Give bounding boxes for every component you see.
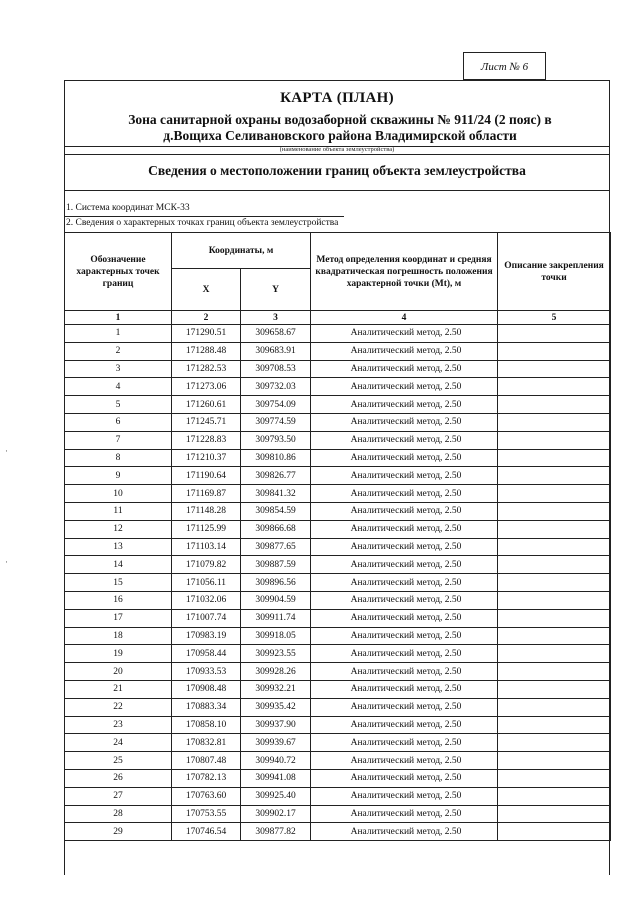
point-number: 8 bbox=[65, 449, 172, 467]
scan-mark: · bbox=[5, 557, 8, 567]
method: Аналитический метод, 2.50 bbox=[311, 787, 498, 805]
table-row bbox=[65, 467, 611, 485]
fixation-description bbox=[498, 716, 611, 734]
fixation-description bbox=[498, 342, 611, 360]
point-number: 3 bbox=[65, 360, 172, 378]
table-row bbox=[65, 663, 611, 681]
coord-x: 171032.06 bbox=[172, 591, 241, 609]
method: Аналитический метод, 2.50 bbox=[311, 431, 498, 449]
method: Аналитический метод, 2.50 bbox=[311, 663, 498, 681]
coord-y: 309877.82 bbox=[241, 823, 311, 841]
coord-x: 170753.55 bbox=[172, 805, 241, 823]
fixation-description bbox=[498, 734, 611, 752]
method: Аналитический метод, 2.50 bbox=[311, 752, 498, 770]
column-number: 2 bbox=[172, 311, 241, 325]
method: Аналитический метод, 2.50 bbox=[311, 627, 498, 645]
coord-y: 309854.59 bbox=[241, 502, 311, 520]
coord-x: 171007.74 bbox=[172, 609, 241, 627]
table-row bbox=[65, 360, 611, 378]
table-row bbox=[65, 325, 611, 343]
coord-x: 170883.34 bbox=[172, 698, 241, 716]
fixation-description bbox=[498, 609, 611, 627]
method: Аналитический метод, 2.50 bbox=[311, 396, 498, 414]
coord-y: 309940.72 bbox=[241, 752, 311, 770]
point-number: 5 bbox=[65, 396, 172, 414]
point-number: 19 bbox=[65, 645, 172, 663]
method: Аналитический метод, 2.50 bbox=[311, 591, 498, 609]
table-row bbox=[65, 520, 611, 538]
column-number: 1 bbox=[65, 311, 172, 325]
method: Аналитический метод, 2.50 bbox=[311, 485, 498, 503]
fixation-description bbox=[498, 502, 611, 520]
table-row bbox=[65, 591, 611, 609]
point-number: 18 bbox=[65, 627, 172, 645]
method: Аналитический метод, 2.50 bbox=[311, 538, 498, 556]
table-row bbox=[65, 396, 611, 414]
method: Аналитический метод, 2.50 bbox=[311, 378, 498, 396]
point-number: 11 bbox=[65, 502, 172, 520]
fixation-description bbox=[498, 467, 611, 485]
point-number: 24 bbox=[65, 734, 172, 752]
method: Аналитический метод, 2.50 bbox=[311, 449, 498, 467]
method: Аналитический метод, 2.50 bbox=[311, 325, 498, 343]
fixation-description bbox=[498, 645, 611, 663]
coord-x: 170807.48 bbox=[172, 752, 241, 770]
coord-y: 309902.17 bbox=[241, 805, 311, 823]
header-coordinates: Координаты, м bbox=[172, 233, 311, 269]
coord-x: 171290.51 bbox=[172, 325, 241, 343]
coord-y: 309918.05 bbox=[241, 627, 311, 645]
table-row bbox=[65, 823, 611, 841]
method: Аналитический метод, 2.50 bbox=[311, 823, 498, 841]
coord-y: 309928.26 bbox=[241, 663, 311, 681]
point-number: 22 bbox=[65, 698, 172, 716]
sheet-number: Лист № 6 bbox=[463, 52, 546, 80]
fixation-description bbox=[498, 556, 611, 574]
coord-y: 309939.67 bbox=[241, 734, 311, 752]
coord-y: 309866.68 bbox=[241, 520, 311, 538]
table-row bbox=[65, 413, 611, 431]
table-row bbox=[65, 680, 611, 698]
header-description: Описание закрепления точки bbox=[498, 233, 611, 311]
column-number: 5 bbox=[498, 311, 611, 325]
coord-x: 171273.06 bbox=[172, 378, 241, 396]
coordinate-system: 1. Система координат МСК-33 bbox=[66, 203, 190, 213]
coord-x: 170933.53 bbox=[172, 663, 241, 681]
coord-y: 309925.40 bbox=[241, 787, 311, 805]
coord-y: 309877.65 bbox=[241, 538, 311, 556]
coord-y: 309896.56 bbox=[241, 574, 311, 592]
method: Аналитический метод, 2.50 bbox=[311, 716, 498, 734]
method: Аналитический метод, 2.50 bbox=[311, 520, 498, 538]
subtitle-line-1: Зона санитарной охраны водозаборной скважины № 911/24 (2 пояс) в bbox=[128, 112, 552, 127]
coord-x: 170782.13 bbox=[172, 769, 241, 787]
method: Аналитический метод, 2.50 bbox=[311, 769, 498, 787]
method: Аналитический метод, 2.50 bbox=[311, 680, 498, 698]
point-number: 20 bbox=[65, 663, 172, 681]
method: Аналитический метод, 2.50 bbox=[311, 360, 498, 378]
coord-y: 309810.86 bbox=[241, 449, 311, 467]
table-row bbox=[65, 431, 611, 449]
coord-y: 309923.55 bbox=[241, 645, 311, 663]
method: Аналитический метод, 2.50 bbox=[311, 342, 498, 360]
fixation-description bbox=[498, 787, 611, 805]
point-number: 21 bbox=[65, 680, 172, 698]
fixation-description bbox=[498, 449, 611, 467]
fixation-description bbox=[498, 431, 611, 449]
table-row bbox=[65, 734, 611, 752]
point-number: 16 bbox=[65, 591, 172, 609]
object-subtitle bbox=[70, 112, 610, 144]
table-row bbox=[65, 538, 611, 556]
point-number: 26 bbox=[65, 769, 172, 787]
method: Аналитический метод, 2.50 bbox=[311, 805, 498, 823]
coord-x: 170858.10 bbox=[172, 716, 241, 734]
fixation-description bbox=[498, 698, 611, 716]
coord-x: 170958.44 bbox=[172, 645, 241, 663]
table-row bbox=[65, 769, 611, 787]
table-row bbox=[65, 378, 611, 396]
point-number: 4 bbox=[65, 378, 172, 396]
fixation-description bbox=[498, 360, 611, 378]
coord-x: 171288.48 bbox=[172, 342, 241, 360]
coord-y: 309904.59 bbox=[241, 591, 311, 609]
method: Аналитический метод, 2.50 bbox=[311, 413, 498, 431]
fixation-description bbox=[498, 413, 611, 431]
table-row bbox=[65, 342, 611, 360]
coord-y: 309941.08 bbox=[241, 769, 311, 787]
fixation-description bbox=[498, 574, 611, 592]
point-number: 6 bbox=[65, 413, 172, 431]
coord-y: 309841.32 bbox=[241, 485, 311, 503]
point-number: 14 bbox=[65, 556, 172, 574]
subtitle-line-2: д.Вощиха Селивановского района Владимирской области bbox=[163, 128, 517, 143]
column-number: 3 bbox=[241, 311, 311, 325]
divider bbox=[64, 154, 610, 155]
method: Аналитический метод, 2.50 bbox=[311, 645, 498, 663]
fixation-description bbox=[498, 520, 611, 538]
point-number: 27 bbox=[65, 787, 172, 805]
method: Аналитический метод, 2.50 bbox=[311, 467, 498, 485]
point-number: 29 bbox=[65, 823, 172, 841]
coord-y: 309793.50 bbox=[241, 431, 311, 449]
table-row bbox=[65, 485, 611, 503]
header-y: Y bbox=[241, 269, 311, 311]
header-x: X bbox=[172, 269, 241, 311]
table-row bbox=[65, 449, 611, 467]
point-number: 9 bbox=[65, 467, 172, 485]
coord-x: 171125.99 bbox=[172, 520, 241, 538]
coord-y: 309932.21 bbox=[241, 680, 311, 698]
fixation-description bbox=[498, 823, 611, 841]
method: Аналитический метод, 2.50 bbox=[311, 502, 498, 520]
fixation-description bbox=[498, 396, 611, 414]
method: Аналитический метод, 2.50 bbox=[311, 698, 498, 716]
column-number: 4 bbox=[311, 311, 498, 325]
table-row bbox=[65, 556, 611, 574]
fixation-description bbox=[498, 805, 611, 823]
coord-y: 309911.74 bbox=[241, 609, 311, 627]
coord-x: 171210.37 bbox=[172, 449, 241, 467]
point-number: 12 bbox=[65, 520, 172, 538]
fixation-description bbox=[498, 663, 611, 681]
coord-y: 309754.09 bbox=[241, 396, 311, 414]
coord-x: 171079.82 bbox=[172, 556, 241, 574]
coord-x: 171228.83 bbox=[172, 431, 241, 449]
coord-y: 309937.90 bbox=[241, 716, 311, 734]
divider bbox=[64, 216, 344, 217]
table-row bbox=[65, 752, 611, 770]
point-number: 23 bbox=[65, 716, 172, 734]
table-row bbox=[65, 502, 611, 520]
point-number: 10 bbox=[65, 485, 172, 503]
table-row bbox=[65, 645, 611, 663]
table-row bbox=[65, 787, 611, 805]
header-point: Обозначение характерных точек границ bbox=[65, 233, 172, 311]
coord-y: 309683.91 bbox=[241, 342, 311, 360]
coord-y: 309732.03 bbox=[241, 378, 311, 396]
point-number: 28 bbox=[65, 805, 172, 823]
point-number: 7 bbox=[65, 431, 172, 449]
coord-x: 171169.87 bbox=[172, 485, 241, 503]
coord-x: 171190.64 bbox=[172, 467, 241, 485]
map-title: КАРТА (ПЛАН) bbox=[280, 90, 394, 106]
coord-x: 171056.11 bbox=[172, 574, 241, 592]
table-row bbox=[65, 716, 611, 734]
method: Аналитический метод, 2.50 bbox=[311, 556, 498, 574]
fixation-description bbox=[498, 769, 611, 787]
table-row bbox=[65, 609, 611, 627]
coord-y: 309658.67 bbox=[241, 325, 311, 343]
column-number-row bbox=[65, 311, 611, 325]
coord-y: 309935.42 bbox=[241, 698, 311, 716]
scan-mark: · bbox=[5, 446, 8, 456]
point-number: 1 bbox=[65, 325, 172, 343]
table-body bbox=[65, 325, 611, 841]
name-caption: (наименование объекта землеустройства) bbox=[279, 146, 395, 153]
boundary-points-table bbox=[64, 232, 611, 841]
table-row bbox=[65, 574, 611, 592]
point-number: 13 bbox=[65, 538, 172, 556]
coord-y: 309887.59 bbox=[241, 556, 311, 574]
fixation-description bbox=[498, 485, 611, 503]
fixation-description bbox=[498, 680, 611, 698]
method: Аналитический метод, 2.50 bbox=[311, 609, 498, 627]
fixation-description bbox=[498, 627, 611, 645]
method: Аналитический метод, 2.50 bbox=[311, 734, 498, 752]
method: Аналитический метод, 2.50 bbox=[311, 574, 498, 592]
header-method: Метод определения координат и средняя квадратическая погрешность положения характерной точки (Mt), м bbox=[311, 233, 498, 311]
coord-y: 309774.59 bbox=[241, 413, 311, 431]
fixation-description bbox=[498, 378, 611, 396]
fixation-description bbox=[498, 538, 611, 556]
point-number: 15 bbox=[65, 574, 172, 592]
coord-x: 171282.53 bbox=[172, 360, 241, 378]
table-row bbox=[65, 627, 611, 645]
coord-x: 171245.71 bbox=[172, 413, 241, 431]
fixation-description bbox=[498, 591, 611, 609]
point-number: 17 bbox=[65, 609, 172, 627]
table-row bbox=[65, 805, 611, 823]
coord-x: 171148.28 bbox=[172, 502, 241, 520]
divider bbox=[64, 190, 610, 191]
fixation-description bbox=[498, 325, 611, 343]
coord-x: 170763.60 bbox=[172, 787, 241, 805]
fixation-description bbox=[498, 752, 611, 770]
point-number: 25 bbox=[65, 752, 172, 770]
point-number: 2 bbox=[65, 342, 172, 360]
points-caption: 2. Сведения о характерных точках границ объекта землеустройства bbox=[66, 218, 339, 228]
coord-x: 170746.54 bbox=[172, 823, 241, 841]
table-row bbox=[65, 698, 611, 716]
coord-x: 170832.81 bbox=[172, 734, 241, 752]
coord-x: 170908.48 bbox=[172, 680, 241, 698]
coord-y: 309708.53 bbox=[241, 360, 311, 378]
section-title: Сведения о местоположении границ объекта землеустройства bbox=[148, 163, 526, 178]
coord-y: 309826.77 bbox=[241, 467, 311, 485]
coord-x: 170983.19 bbox=[172, 627, 241, 645]
coord-x: 171103.14 bbox=[172, 538, 241, 556]
coord-x: 171260.61 bbox=[172, 396, 241, 414]
